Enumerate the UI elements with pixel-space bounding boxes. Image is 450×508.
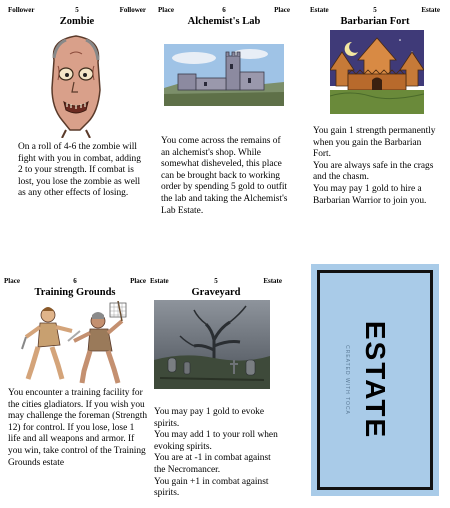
ruined-castle-illustration [164,44,284,106]
card-text: You encounter a training facility for the cities gladiators. If you wish you may challenge the foreman (Strength 12) for control. If you lose, lose 1 life and all weapons and armor. If you win, take control of the Training Grounds estate [8,388,148,468]
card-type-right: Estate [263,277,282,285]
card-back-title: ESTATE [360,320,391,440]
zombie-illustration [36,30,116,138]
card-graveyard[interactable] [150,275,282,505]
card-title: Alchemist's Lab [187,16,261,27]
card-back-credit: CREATED WITH TOCA [344,345,350,415]
barbarian-fort-illustration [330,30,424,114]
card-title: Graveyard [191,287,241,298]
card-text: You gain 1 strength permanently when you gain the Barbarian Fort. You are always safe in the crags and the chasm. You may pay 1 gold to hire a Barbarian Warrior to join you. [313,126,436,206]
card-type-right: Place [130,277,146,285]
card-type-right: Place [274,6,290,14]
card-header [310,4,440,16]
card-text: You come across the remains of an alchemist's shop. While somewhat disheveled, this place can be brought back to working order by spending 5 gold to outfit the lab and taking the Alchemist's Lab Estate. [161,136,288,216]
card-header [158,4,290,16]
card-header [4,275,146,287]
gladiators-illustration [18,301,130,385]
card-type: Estate [150,277,169,285]
card-value: 6 [73,277,77,285]
card-header [150,275,282,287]
card-zombie[interactable] [8,4,146,250]
card-text: On a roll of 4-6 the zombie will fight with you in combat, adding 2 to your strength. If combat is lost, you lose the zombie as well as any other effects of losing. [18,142,141,199]
card-type: Follower [8,6,35,14]
card-type: Estate [310,6,329,14]
card-type-right: Follower [119,6,146,14]
card-value: 6 [222,6,226,14]
card-title: Training Grounds [34,287,116,298]
card-header [8,4,146,16]
card-value: 5 [373,6,377,14]
graveyard-illustration [154,300,270,389]
card-barbarian-fort[interactable] [310,4,440,244]
card-type-right: Estate [421,6,440,14]
card-title: Barbarian Fort [340,16,410,27]
card-type: Place [4,277,20,285]
card-text: You may pay 1 gold to evoke spirits. You may add 1 to your roll when evoking spirits. You are at -1 in combat against the Necromancer. You gain +1 in combat against spirits. [154,407,278,499]
card-alchemists-lab[interactable] [158,4,290,274]
card-title: Zombie [59,16,95,27]
card-training-grounds[interactable] [4,275,146,505]
card-back-estate[interactable] [311,264,439,496]
card-value: 5 [75,6,79,14]
card-value: 5 [214,277,218,285]
card-type: Place [158,6,174,14]
